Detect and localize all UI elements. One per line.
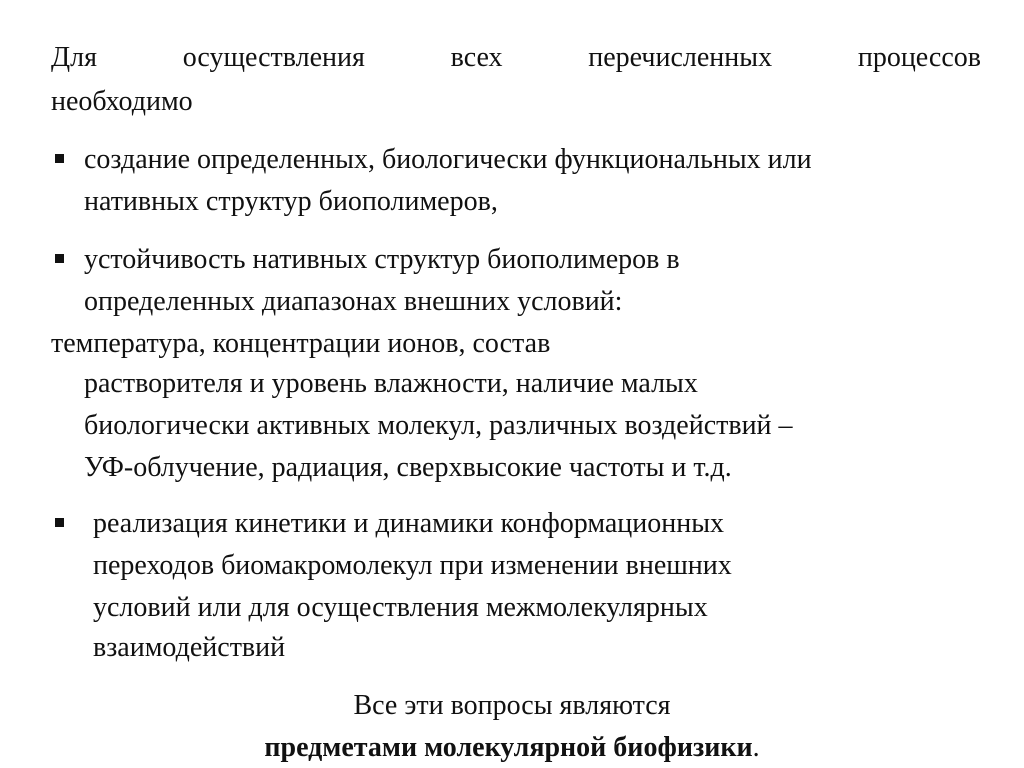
intro-word: всех — [450, 42, 503, 73]
intro-word: перечисленных — [588, 42, 773, 73]
intro-word: процессов — [857, 42, 981, 73]
bullet-3-line-4: взаимодействий — [93, 632, 286, 663]
intro-word: Для — [51, 42, 97, 73]
conclusion-bold-text: предметами молекулярной биофизики — [264, 732, 753, 763]
bullet-2-line-5: биологически активных молекул, различных воздействий – — [84, 410, 793, 441]
bullet-2-line-1: устойчивость нативных структур биополимеров в — [84, 244, 680, 275]
bullet-square-icon — [55, 254, 64, 263]
conclusion-line-1: Все эти вопросы являются — [353, 690, 671, 721]
bullet-square-icon — [55, 518, 64, 527]
bullet-3-line-1: реализация кинетики и динамики конформационных — [93, 508, 725, 539]
bullet-3-line-2: переходов биомакромолекул при изменении внешних — [93, 550, 732, 581]
conclusion-line-2 — [0, 734, 1024, 762]
bullet-2-line-4: растворителя и уровень влажности, наличие малых — [84, 368, 698, 399]
bullet-2-line-2: определенных диапазонах внешних условий: — [84, 286, 623, 317]
conclusion-period: . — [752, 732, 760, 763]
bullet-2-line-3: температура, концентрации ионов, состав — [51, 328, 551, 359]
intro-first-line — [51, 44, 981, 72]
bullet-1-line-2: нативных структур биополимеров, — [84, 186, 498, 217]
bullet-1-line-1: создание определенных, биологически функциональных или — [84, 144, 812, 175]
intro-word: осуществления — [182, 42, 365, 73]
intro-second-line: необходимо — [51, 86, 193, 117]
bullet-2-line-6: УФ-облучение, радиация, сверхвысокие частоты и т.д. — [84, 452, 732, 483]
bullet-square-icon — [55, 154, 64, 163]
bullet-3-line-3: условий или для осуществления межмолекулярных — [93, 592, 708, 623]
